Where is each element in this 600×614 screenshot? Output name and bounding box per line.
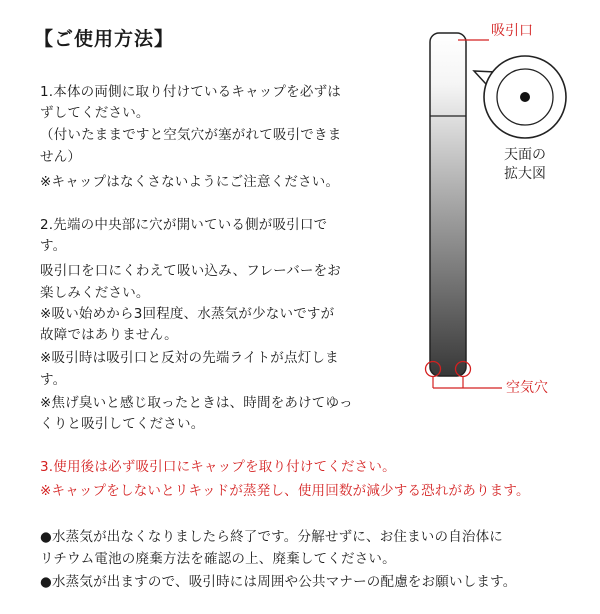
section2-line: 2.先端の中央部に穴が開いている側が吸引口で (40, 217, 328, 233)
section2-line: くりと吸引してください。 (40, 416, 205, 432)
section1-line: ずしてください。 (40, 105, 150, 121)
section2-line: ※焦げ臭いと感じ取ったときは、時間をあけてゆっ (40, 395, 353, 411)
section2-line: ※吸い始めから3回程度、水蒸気が少ないですが (40, 306, 335, 322)
section2-line: 楽しみください。 (40, 285, 150, 301)
top-view-label: 天面の (504, 147, 546, 163)
warning-line: ※キャップをしないとリキッドが蒸発し、使用回数が減少する恐れがあります。 (40, 483, 530, 499)
section2-line: 吸引口を口にくわえて吸い込み、フレーバーをお (40, 263, 341, 279)
section2-line: ※吸引時は吸引口と反対の先端ライトが点灯しま (40, 350, 339, 366)
section2-line: 故障ではありません。 (40, 327, 178, 343)
note-line: ●水蒸気が出ますので、吸引時には周囲や公共マナーの配慮をお願いします。 (40, 574, 517, 590)
air-hole-label: 空気穴 (506, 380, 548, 396)
section1-line: せん） (40, 149, 82, 165)
note-line: リチウム電池の廃棄方法を確認の上、廃棄してください。 (40, 551, 396, 567)
section2-line: す。 (40, 372, 67, 388)
warning-line: 3.使用後は必ず吸引口にキャップを取り付けてください。 (40, 459, 396, 475)
section1-line: ※キャップはなくさないようにご注意ください。 (40, 174, 340, 190)
device-body (430, 33, 466, 376)
inlet-label: 吸引口 (491, 23, 533, 39)
note-line: ●水蒸気が出なくなりましたら終了です。分解せずに、お住まいの自治体に (40, 529, 503, 545)
section2-line: す。 (40, 238, 67, 254)
page-title: 【ご使用方法】 (34, 28, 175, 50)
section1-line: 1.本体の両側に取り付けているキャップを必ずは (40, 84, 341, 100)
section1-line: （付いたままですと空気穴が塞がれて吸引できま (40, 127, 342, 143)
top-view-label: 拡大図 (504, 166, 546, 182)
inlet-hole-dot (520, 92, 530, 102)
